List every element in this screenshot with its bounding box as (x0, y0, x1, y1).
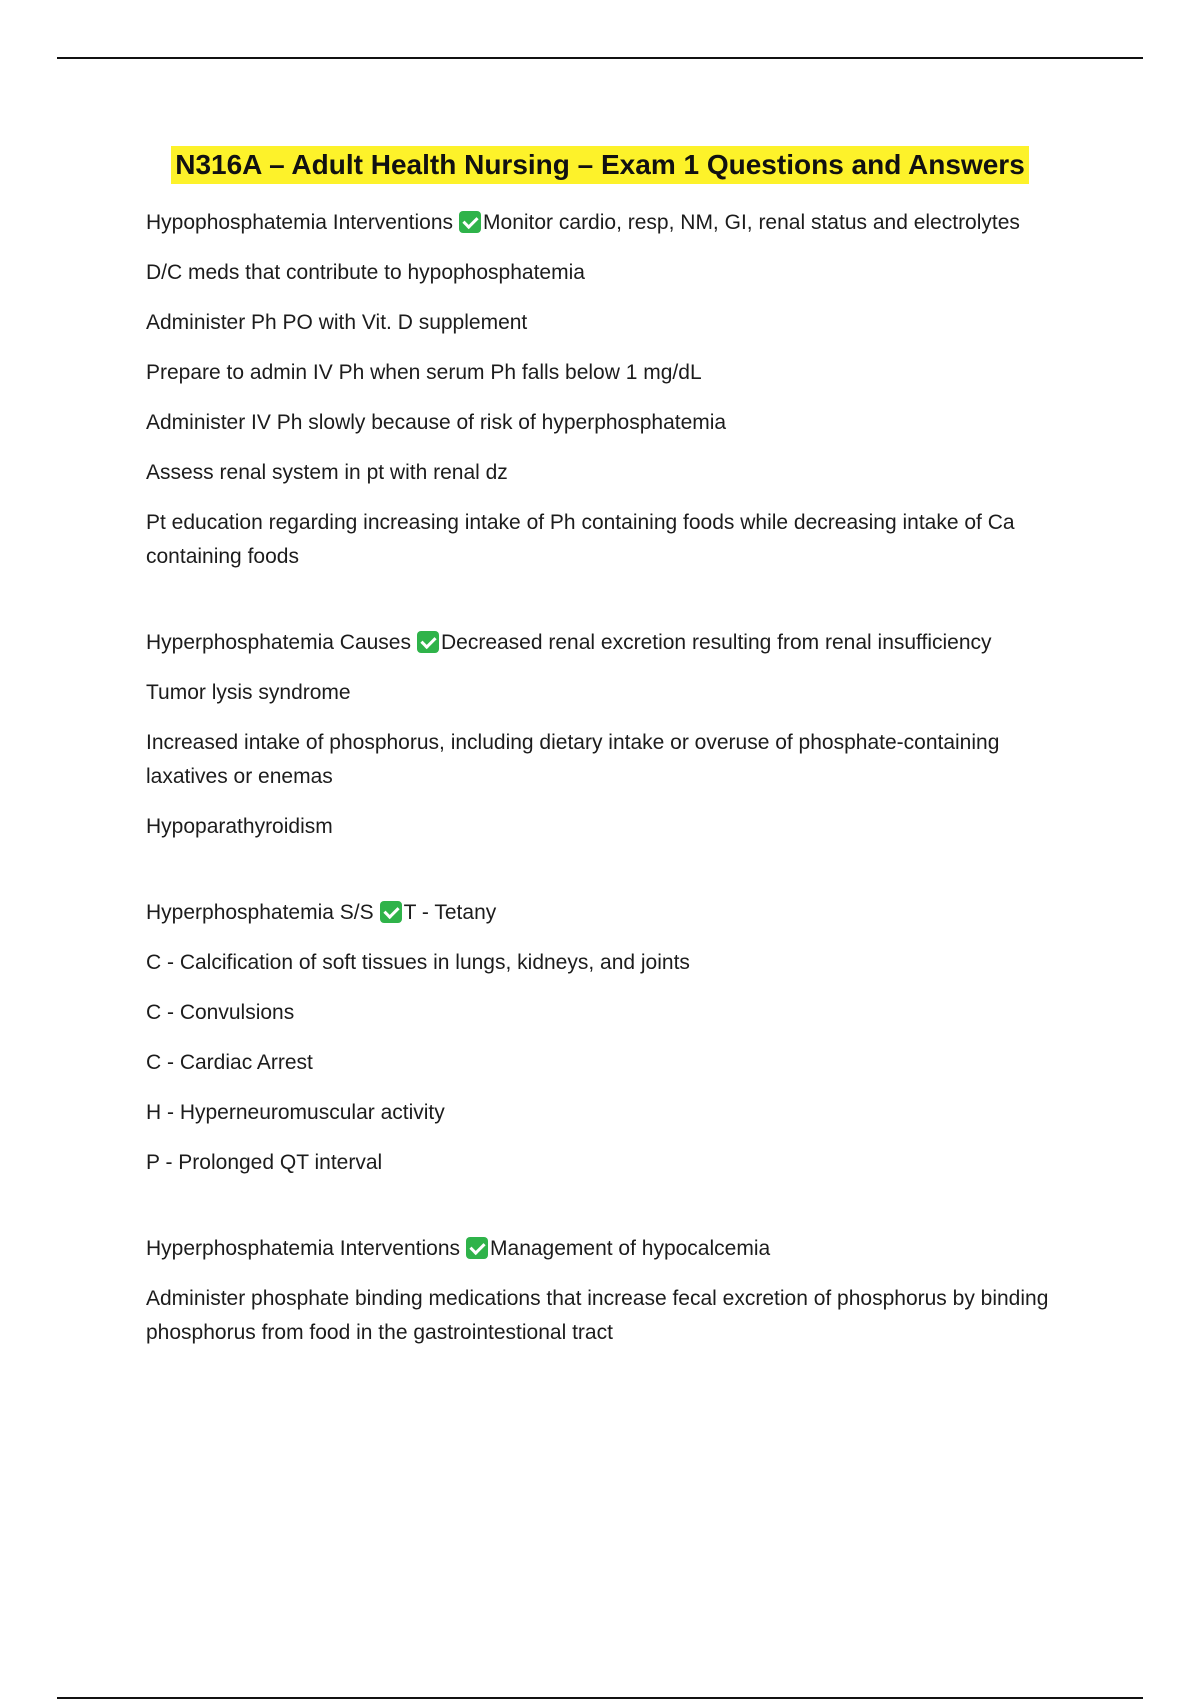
qa-section-hypophosphatemia-interventions (146, 206, 1086, 574)
answer-text: Decreased renal excretion resulting from renal insufficiency (440, 631, 992, 654)
answer-text: Monitor cardio, resp, NM, GI, renal status and electrolytes (483, 211, 1020, 234)
document-title: N316A – Adult Health Nursing – Exam 1 Questions and Answers (171, 146, 1029, 184)
answer-line: Prepare to admin IV Ph when serum Ph falls below 1 mg/dL (146, 361, 702, 384)
answer-line: H - Hyperneuromuscular activity (146, 1101, 445, 1124)
answer-line: Tumor lysis syndrome (146, 681, 351, 704)
qa-section-hyperphosphatemia-causes (146, 626, 1086, 844)
question-text: Hyperphosphatemia S/S (146, 901, 374, 924)
answer-line: Assess renal system in pt with renal dz (146, 461, 508, 484)
qa-section-hyperphosphatemia-signs-symptoms (146, 896, 1086, 1180)
question-text: Hypophosphatemia Interventions (146, 211, 454, 234)
check-mark-icon (417, 631, 439, 653)
answer-line: Administer Ph PO with Vit. D supplement (146, 311, 528, 334)
question-text: Hyperphosphatemia Causes (146, 631, 411, 654)
answer-line: C - Calcification of soft tissues in lungs, kidneys, and joints (146, 951, 690, 974)
answer-line: P - Prolonged QT interval (146, 1151, 383, 1174)
answer-line: Administer IV Ph slowly because of risk of hyperphosphatemia (146, 411, 727, 434)
answer-line: Increased intake of phosphorus, including dietary intake or overuse of phosphate-containing laxatives or enemas (146, 731, 1000, 788)
answer-line: C - Convulsions (146, 1001, 295, 1024)
document-body (146, 206, 1086, 1402)
qa-section-hyperphosphatemia-interventions (146, 1232, 1086, 1350)
answer-text: Management of hypocalcemia (490, 1237, 771, 1260)
question-line (146, 1232, 1086, 1266)
title-container (0, 146, 1200, 184)
answer-line: Hypoparathyroidism (146, 815, 333, 838)
check-mark-icon (466, 1237, 488, 1259)
answer-line: Administer phosphate binding medications that increase fecal excretion of phosphorus by binding phosphorus from food in the gastrointestional tract (146, 1287, 1049, 1344)
check-mark-icon (459, 211, 481, 233)
bottom-rule (57, 1697, 1143, 1699)
answer-line: C - Cardiac Arrest (146, 1051, 313, 1074)
answer-line: D/C meds that contribute to hypophosphatemia (146, 261, 585, 284)
question-line (146, 896, 1086, 930)
question-line (146, 206, 1086, 240)
question-line (146, 626, 1086, 660)
top-rule (57, 57, 1143, 59)
check-mark-icon (380, 901, 402, 923)
answer-text: T - Tetany (403, 901, 497, 924)
answer-line: Pt education regarding increasing intake of Ph containing foods while decreasing intake of Ca containing foods (146, 511, 1015, 568)
question-text: Hyperphosphatemia Interventions (146, 1237, 461, 1260)
